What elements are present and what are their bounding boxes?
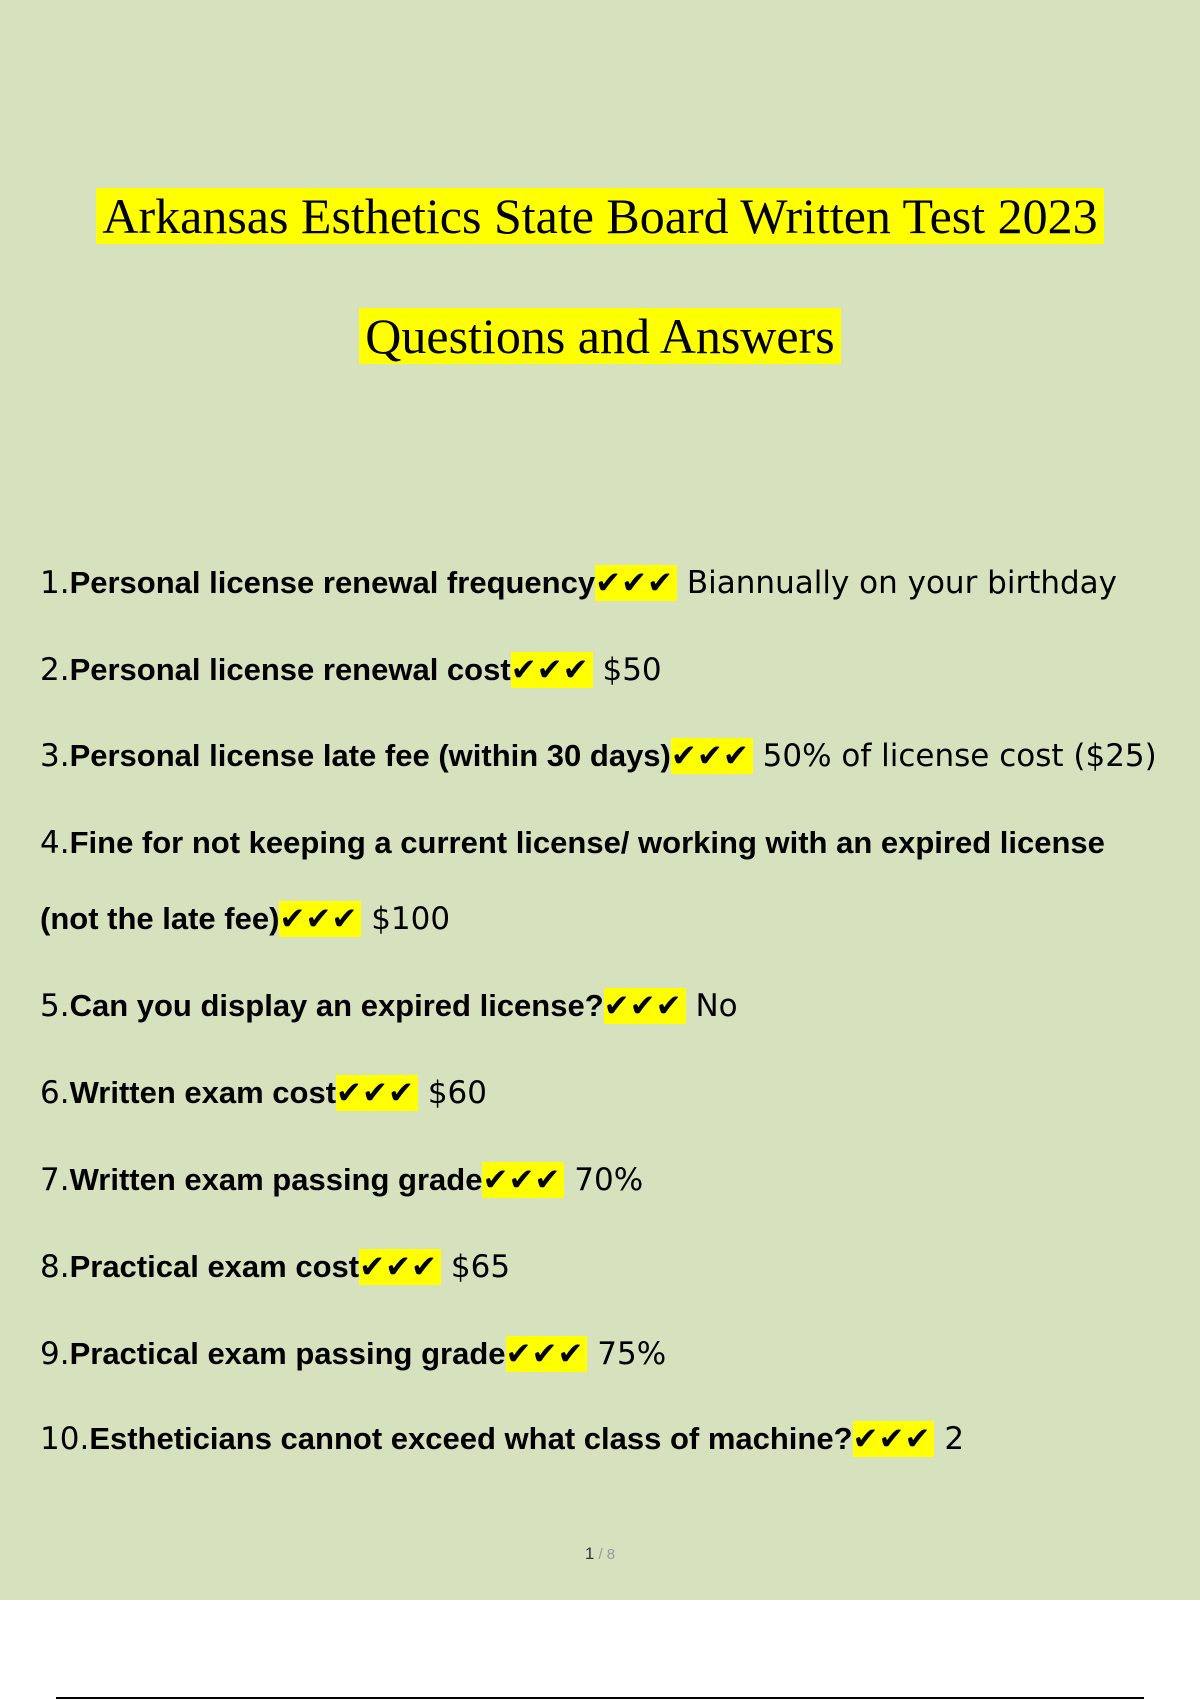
title-line-2: Questions and Answers: [359, 308, 840, 364]
check-marks: ✔✔✔: [511, 652, 593, 688]
item-number: 9.: [40, 1336, 70, 1372]
question-text: Written exam passing grade: [69, 1162, 483, 1197]
check-marks: ✔✔✔: [595, 565, 677, 601]
page-divider: [56, 1697, 1144, 1699]
question-text: Personal license renewal cost: [69, 652, 511, 687]
check-marks: ✔✔✔: [671, 738, 753, 774]
qa-item-1: [40, 564, 1200, 602]
item-number: 8.: [40, 1249, 70, 1285]
item-number: 6.: [40, 1075, 70, 1111]
qa-item-8: [40, 1248, 1200, 1286]
item-number: 2.: [40, 652, 70, 688]
qa-item-3: [40, 737, 1200, 775]
qa-item-7: [40, 1161, 1200, 1199]
qa-item-10: [40, 1420, 1200, 1458]
check-marks: ✔✔✔: [279, 901, 361, 937]
page-indicator: [0, 1544, 1200, 1564]
question-text: Fine for not keeping a current license/ working with an expired license: [69, 825, 1105, 860]
item-number: 10.: [40, 1421, 90, 1457]
qa-item-5: [40, 987, 1200, 1025]
qa-item-2: [40, 651, 1200, 689]
item-number: 3.: [40, 738, 70, 774]
answer-text: $65: [441, 1249, 511, 1285]
qa-item-4: [40, 824, 1200, 862]
check-marks: ✔✔✔: [604, 988, 686, 1024]
answer-text: Biannually on your birthday: [677, 565, 1118, 601]
qa-item-6: [40, 1074, 1200, 1112]
answer-text: 70%: [564, 1162, 644, 1198]
item-number: 7.: [40, 1162, 70, 1198]
question-text: Personal license late fee (within 30 days): [69, 738, 671, 773]
check-marks: ✔✔✔: [482, 1162, 564, 1198]
qa-item-4-continued: [40, 900, 1200, 938]
answer-text: No: [685, 988, 738, 1024]
answer-text: 2: [934, 1421, 965, 1457]
question-text: Practical exam passing grade: [69, 1336, 506, 1371]
answer-text: 50% of license cost ($25): [752, 738, 1157, 774]
page-current: 1: [584, 1544, 595, 1563]
check-marks: ✔✔✔: [853, 1421, 935, 1457]
question-text: Estheticians cannot exceed what class of machine?: [89, 1421, 853, 1456]
question-text-continued: (not the late fee): [40, 901, 280, 936]
question-text: Practical exam cost: [69, 1249, 360, 1284]
check-marks: ✔✔✔: [359, 1249, 441, 1285]
page-total: / 8: [594, 1546, 616, 1563]
check-marks: ✔✔✔: [336, 1075, 418, 1111]
item-number: 4.: [40, 825, 70, 861]
answer-text: $100: [361, 901, 451, 937]
item-number: 1.: [40, 565, 70, 601]
question-text: Can you display an expired license?: [69, 988, 604, 1023]
document-title: [0, 186, 1200, 246]
item-number: 5.: [40, 988, 70, 1024]
answer-text: $50: [592, 652, 662, 688]
document-subtitle: [0, 306, 1200, 366]
title-line-1: Arkansas Esthetics State Board Written Test 2023: [96, 188, 1103, 244]
answer-text: 75%: [587, 1336, 667, 1372]
answer-text: $60: [417, 1075, 487, 1111]
qa-item-9: [40, 1335, 1200, 1373]
check-marks: ✔✔✔: [506, 1336, 588, 1372]
question-text: Written exam cost: [69, 1075, 337, 1110]
question-text: Personal license renewal frequency: [69, 565, 596, 600]
